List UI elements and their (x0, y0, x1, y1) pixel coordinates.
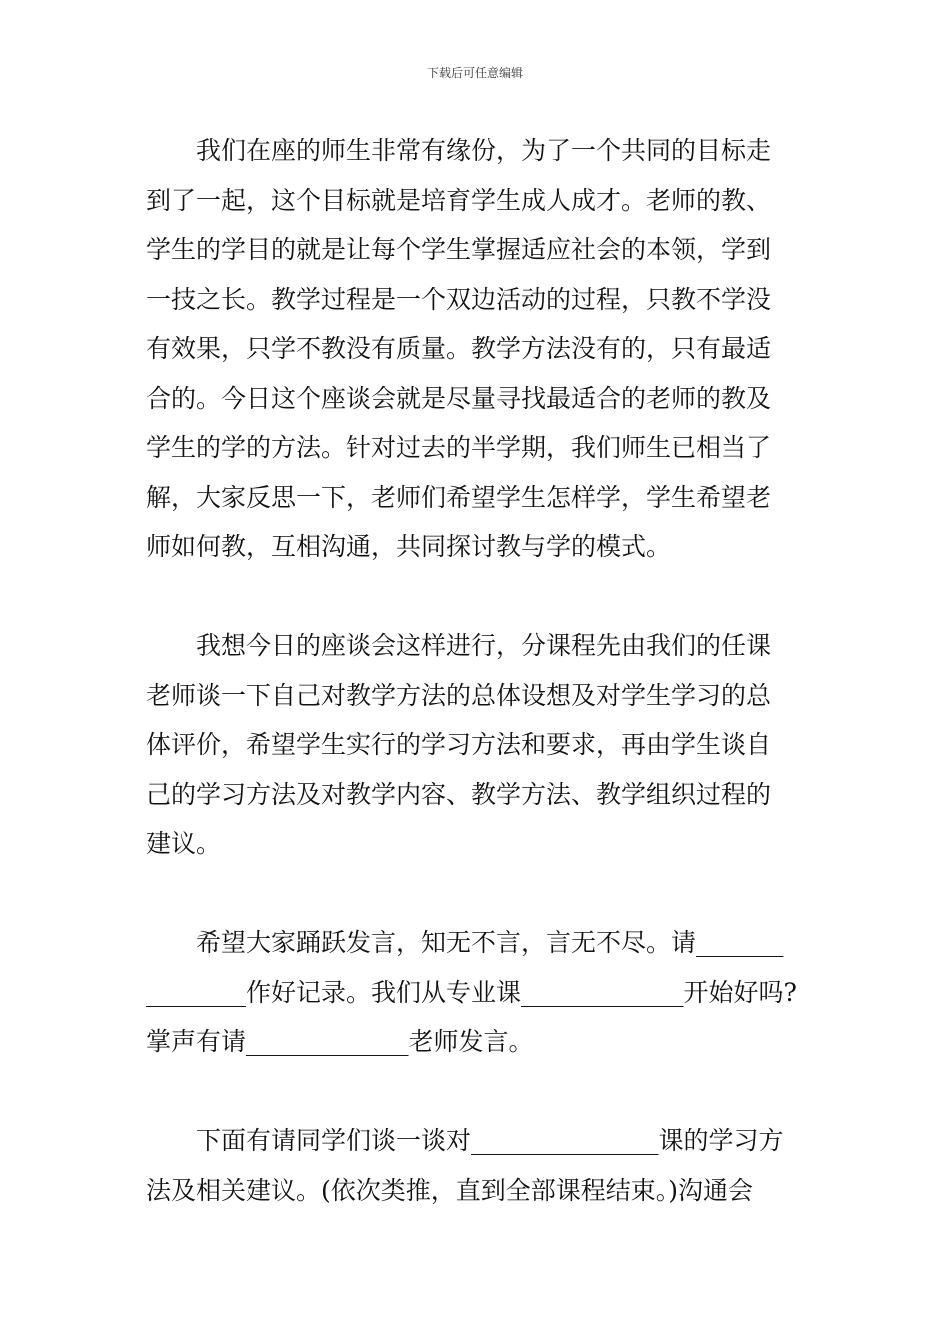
paragraph-line: 我想今日的座谈会这样进行，分课程先由我们的任课 (196, 631, 772, 660)
paragraph-line: 解，大家反思一下，老师们希望学生怎样学，学生希望老 (146, 482, 772, 512)
paragraph-line: 建议。 (146, 829, 222, 858)
paragraph-1 (146, 126, 810, 572)
page-header: 下载后可任意编辑 (426, 66, 523, 80)
paragraph-line: 掌声有请_____________老师发言。 (146, 1027, 534, 1056)
paragraph-line: 老师谈一下自己对教学方法的总体设想及对学生学习的总 (146, 680, 772, 710)
paragraph-line: 己的学习方法及对教学内容、教学方法、教学组织过程的 (146, 779, 772, 809)
paragraph-line: 有效果，只学不教没有质量。教学方法没有的，只有最适 (146, 334, 772, 363)
paragraph-line: 体评价，希望学生实行的学习方法和要求，再由学生谈自 (146, 730, 772, 759)
paragraph-line: 到了一起，这个目标就是培育学生成人成才。老师的教、 (146, 185, 772, 215)
paragraph-gap (146, 572, 810, 622)
paragraph-line: 学生的学目的就是让每个学生掌握适应社会的本领，学到 (146, 235, 772, 264)
paragraph-line: 师如何教，互相沟通，共同探讨教与学的模式。 (146, 532, 672, 561)
paragraph-line: 我们在座的师生非常有缘份，为了一个共同的目标走 (196, 136, 772, 165)
paragraph-2 (146, 621, 810, 869)
paragraph-line: 法及相关建议。(依次类推，直到全部课程结束。)沟通会 (146, 1175, 754, 1205)
paragraph-4 (146, 1116, 810, 1215)
paragraph-line: 学生的学的方法。针对过去的半学期，我们师生已相当了 (146, 433, 772, 462)
paragraph-line: ________作好记录。我们从专业课_____________开始好吗? (146, 977, 797, 1007)
paragraph-line: 合的。今日这个座谈会就是尽量寻找最适合的老师的教及 (146, 383, 772, 413)
paragraph-line: 下面有请同学们谈一谈对_______________课的学习方 (196, 1126, 784, 1155)
document-body (146, 126, 810, 1215)
paragraph-line: 希望大家踊跃发言，知无不言，言无不尽。请_______ (196, 928, 784, 957)
paragraph-gap (146, 869, 810, 919)
paragraph-3 (146, 918, 810, 1067)
paragraph-line: 一技之长。教学过程是一个双边活动的过程，只教不学没 (146, 284, 772, 314)
paragraph-gap (146, 1067, 810, 1117)
